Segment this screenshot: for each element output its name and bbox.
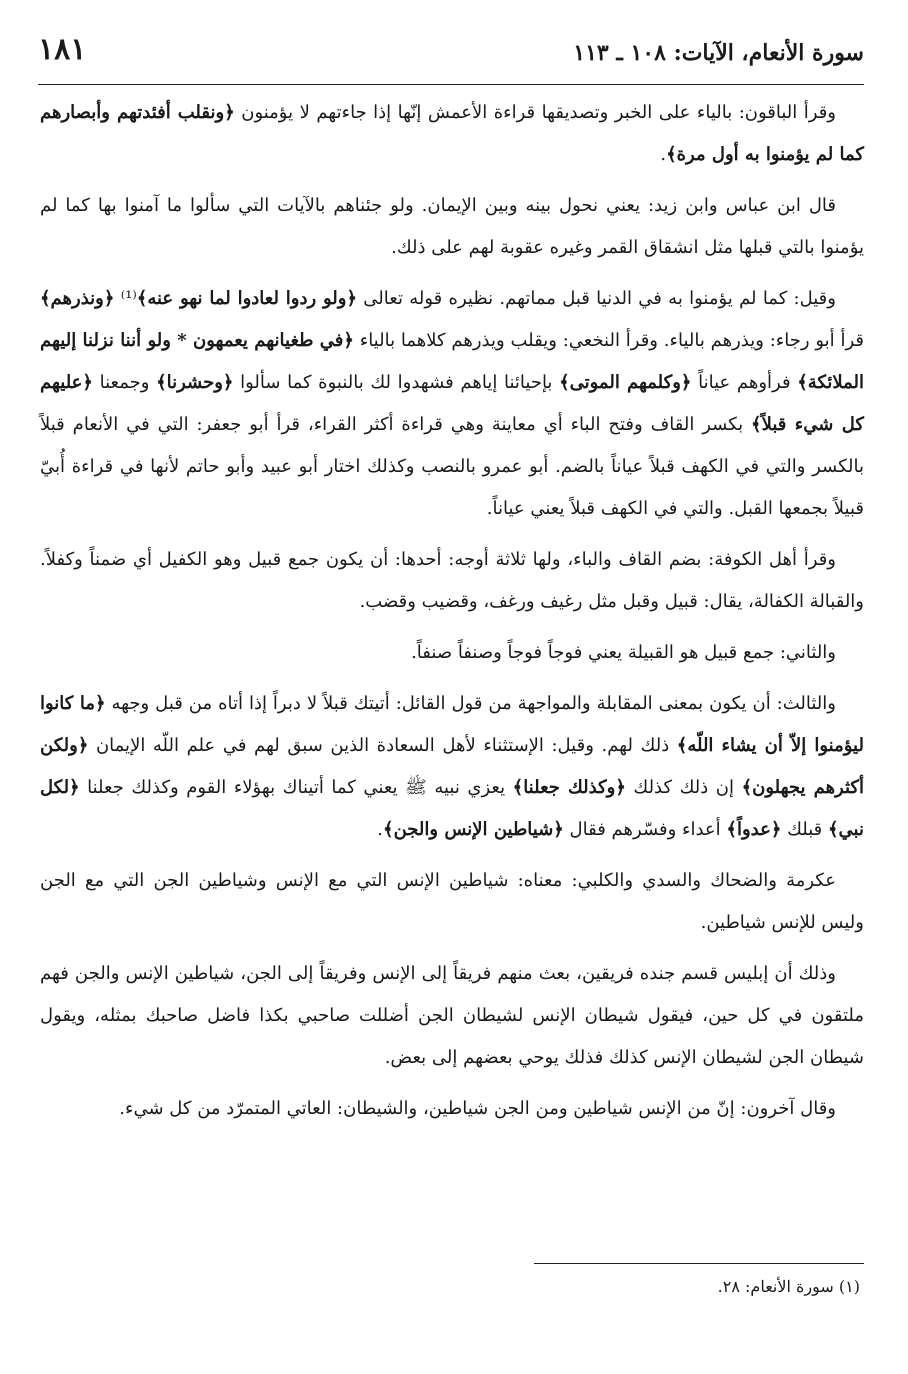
text-segment: فرأوهم عياناً bbox=[691, 372, 798, 393]
text-segment: يعزي نبيه ﷺ يعني كما أتيناك بهؤلاء القوم وكذلك جعلنا bbox=[79, 777, 513, 798]
footnote: (١) سورة الأنعام: ٢٨. bbox=[717, 1277, 860, 1296]
quran-verse: ﴿عدواً﴾ bbox=[726, 819, 782, 840]
quran-verse: ﴿وحشرنا﴾ bbox=[156, 372, 234, 393]
text-segment: قرأ أبو رجاء: ويذرهم بالياء. وقرأ النخعي: ويقلب ويذرهم كلاهما بالياء bbox=[353, 330, 864, 351]
paragraph bbox=[40, 1088, 864, 1130]
text-segment: وقرأ الباقون: بالياء على الخبر وتصديقها قراءة الأعمش إنّها إذا جاءتهم لا يؤمنون bbox=[234, 102, 836, 123]
quran-verse: ﴿وكلمهم الموتى﴾ bbox=[559, 372, 692, 393]
quran-verse: ﴿ونذرهم﴾ bbox=[40, 288, 115, 309]
page-header bbox=[38, 30, 864, 78]
running-title: سورة الأنعام، الآيات: ١٠٨ ـ ١١٣ bbox=[573, 40, 864, 66]
paragraph bbox=[40, 953, 864, 1079]
text-segment: وذلك أن إبليس قسم جنده فريقين، بعث منهم فريقاً إلى الإنس وفريقاً إلى الجن، شياطين الإنس والجن فهم ملتقون في كل حين، فيقول شيطان الإنس لشيطان الجن أضللت صاحبي بكذا فاضل صاحبك بمثله، ويقول شيطان الجن لشيطان الإنس كذلك فذلك يوحي بعضهم إلى بعض. bbox=[40, 963, 864, 1068]
text-segment: ⁽¹⁾ bbox=[114, 288, 137, 309]
quran-verse: ﴿ولو ردوا لعادوا لما نهو عنه﴾ bbox=[136, 288, 358, 309]
text-segment: عكرمة والضحاك والسدي والكلبي: معناه: شياطين الإنس التي مع الإنس وشياطين الجن التي مع الجن وليس للإنس شياطين. bbox=[40, 870, 864, 933]
text-segment: إن ذلك كذلك bbox=[625, 777, 742, 798]
quran-verse: ﴿ما كانوا ليؤمنوا إلاّ أن يشاء اللّه﴾ bbox=[40, 693, 864, 756]
text-segment: قبلك bbox=[781, 819, 828, 840]
paragraph bbox=[40, 539, 864, 623]
quran-verse: ﴿عليهم كل شيء قبلاً﴾ bbox=[40, 372, 864, 435]
quran-verse: ﴿شياطين الإنس والجن﴾ bbox=[383, 819, 564, 840]
text-segment: ذلك لهم. وقيل: الإستثناء لأهل السعادة الذين سبق لهم في علم اللّه الإيمان bbox=[88, 735, 677, 756]
text-segment: بكسر القاف وفتح الباء أي معاينة وهي قراءة أكثر القراء، قرأ أبو جعفر: التي في الأنعام قبلاً بالكسر والتي في الكهف قبلاً عياناً بالضم. أبو عمرو بالنصب وكذلك اختار أبو عبيد وأبو حاتم لأنها في قراءة أُبيّ قبيلاً بجمعها القبل. والتي في الكهف قبلاً يعني عياناً. bbox=[40, 414, 864, 519]
quran-verse: ﴿ونقلب أفئدتهم وأبصارهم كما لم يؤمنوا به أول مرة﴾ bbox=[40, 102, 864, 165]
paragraph bbox=[40, 683, 864, 851]
text-segment: وجمعنا bbox=[92, 372, 157, 393]
header-divider bbox=[38, 84, 864, 85]
quran-verse: ﴿وكذلك جعلنا﴾ bbox=[512, 777, 626, 798]
text-segment: . bbox=[377, 819, 384, 840]
footnote-divider bbox=[534, 1263, 864, 1264]
paragraph bbox=[40, 632, 864, 674]
quran-verse: ﴿ولكن أكثرهم يجهلون﴾ bbox=[40, 735, 864, 798]
page-number: ١٨١ bbox=[38, 32, 87, 67]
text-segment: بإحيائنا إياهم فشهدوا لك بالنبوة كما سألوا bbox=[233, 372, 560, 393]
text-segment: وقرأ أهل الكوفة: بضم القاف والباء، ولها ثلاثة أوجه: أحدها: أن يكون جمع قبيل وهو الكفيل أي ضمناً وكفلاً. والقبالة الكفالة، يقال: قبيل وقبل مثل رغيف ورغف، وقضيب وقضب. bbox=[40, 549, 864, 612]
text-segment: وقال آخرون: إنّ من الإنس شياطين ومن الجن شياطين، والشيطان: العاتي المتمرّد من كل شيء. bbox=[119, 1098, 836, 1119]
main-text bbox=[40, 92, 864, 1130]
text-segment: قال ابن عباس وابن زيد: يعني نحول بينه وبين الإيمان. ولو جئناهم بالآيات التي سألوا ما آمنوا بها كما لم يؤمنوا بالتي قبلها مثل انشقاق القمر وغيره عقوبة لهم على ذلك. bbox=[40, 195, 864, 258]
text-segment: أعداء وفسّرهم فقال bbox=[563, 819, 727, 840]
paragraph bbox=[40, 278, 864, 530]
text-segment: . bbox=[660, 144, 667, 165]
paragraph bbox=[40, 185, 864, 269]
text-segment: وقيل: كما لم يؤمنوا به في الدنيا قبل مماتهم. نظيره قوله تعالى bbox=[357, 288, 836, 309]
text-segment: والثالث: أن يكون بمعنى المقابلة والمواجهة من قول القائل: أتيتك قبلاً لا دبراً إذا أتاه من قبل وجهه bbox=[105, 693, 836, 714]
quran-verse: ﴿لكل نبي﴾ bbox=[40, 777, 864, 840]
quran-verse: ﴿في طغيانهم يعمهون * ولو أننا نزلنا إليهم الملائكة﴾ bbox=[40, 330, 864, 393]
paragraph bbox=[40, 860, 864, 944]
text-segment: والثاني: جمع قبيل هو القبيلة يعني فوجاً فوجاً وصنفاً صنفاً. bbox=[411, 642, 836, 663]
paragraph bbox=[40, 92, 864, 176]
